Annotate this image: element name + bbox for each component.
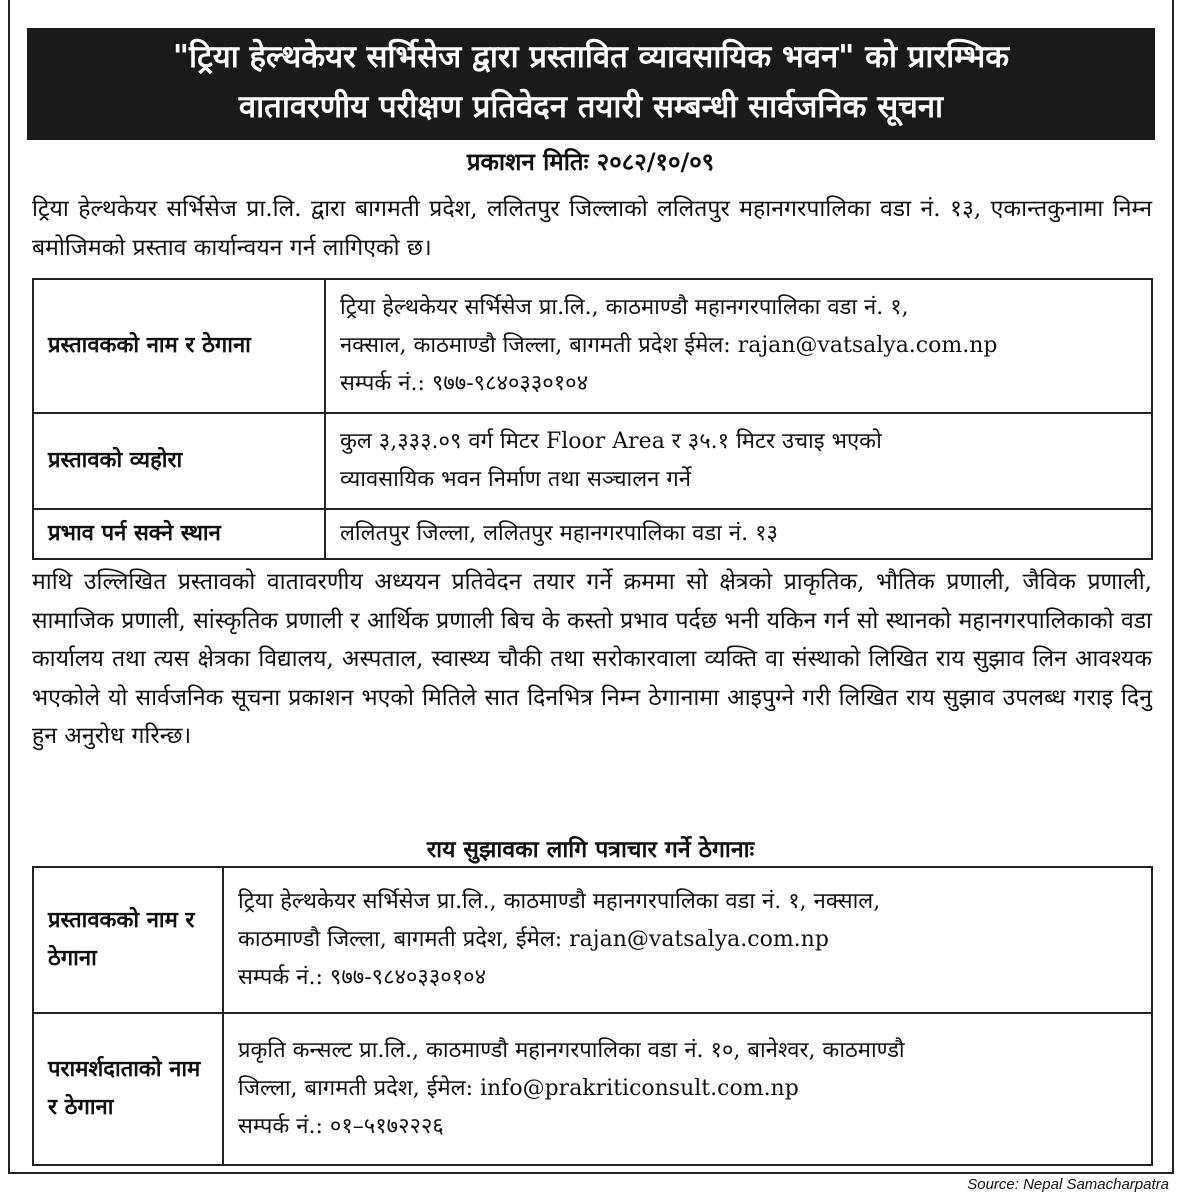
table-row [33,867,1152,1013]
table-row [33,413,1152,509]
row-label: प्रस्तावकको नाम र ठेगाना [33,867,223,1013]
row-label: प्रभाव पर्न सक्ने स्थान [33,509,325,559]
value-line: सम्पर्क नं.: ०१–५१७२२२६ [238,1114,444,1139]
value-line: प्रकृति कन्सल्ट प्रा.लि., काठमाण्डौ महानगरपालिका वडा नं. १०, बानेश्वर, काठमाण्डौ [238,1038,905,1063]
row-label: प्रस्तावको व्यहोरा [33,413,325,509]
contact-table [32,866,1153,1166]
proposal-table [32,278,1153,560]
value-line: काठमाण्डौ जिल्ला, बागमती प्रदेश, ईमेल: rajan@vatsalya.com.np [238,927,829,952]
publish-date: प्रकाशन मितिः २०८२/१०/०९ [466,148,715,176]
value-line: सम्पर्क नं.: ९७७-९८४०३३०१०४ [238,965,487,990]
notice-title [27,28,1155,140]
title-line-2: वातावरणीय परीक्षण प्रतिवेदन तयारी सम्बन्धी सार्वजनिक सूचना [238,89,944,125]
intro-paragraph: ट्रिया हेल्थकेयर सर्भिसेज प्रा.लि. द्वारा बागमती प्रदेश, ललितपुर जिल्लाको ललितपुर महानगरपालिका वडा नं. १३, एकान्तकुनामा निम्न बमोजिमको प्रस्ताव कार्यान्वयन गर्न लागिएको छ। [32,196,1152,261]
row-value [223,1013,1152,1165]
value-line: व्यावसायिक भवन निर्माण तथा सञ्चालन गर्ने [340,467,691,492]
value-line: ललितपुर जिल्ला, ललितपुर महानगरपालिका वडा नं. १३ [340,521,778,546]
source-credit: Source: Nepal Samacharpatra [967,1176,1169,1193]
table-row [33,1013,1152,1165]
title-line-1: "ट्रिया हेल्थकेयर सर्भिसेज द्वारा प्रस्तावित व्यावसायिक भवन" को प्रारम्भिक [172,39,1010,75]
row-value [325,279,1152,413]
row-label: प्रस्तावकको नाम र ठेगाना [33,279,325,413]
value-line: सम्पर्क नं.: ९७७-९८४०३३०१०४ [340,371,589,396]
row-value [325,413,1152,509]
table-row [33,279,1152,413]
value-line: ट्रिया हेल्थकेयर सर्भिसेज प्रा.लि., काठमाण्डौ महानगरपालिका वडा नं. १, नक्साल, [238,889,881,914]
value-line: कुल ३,३३३.०९ वर्ग मिटर Floor Area र ३५.१ मिटर उचाइ भएको [340,429,882,454]
body-paragraph: माथि उल्लिखित प्रस्तावको वातावरणीय अध्ययन प्रतिवेदन तयार गर्ने क्रममा सो क्षेत्रको प्राकृतिक, भौतिक प्रणाली, जैविक प्रणाली, सामाजिक प्रणाली, सांस्कृतिक प्रणाली र आर्थिक प्रणाली बिच के कस्तो प्रभाव पर्दछ भनी यकिन गर्न सो स्थानको महानगरपालिकाको वडा कार्यालय तथा त्यस क्षेत्रका विद्यालय, अस्पताल, स्वास्थ्य चौकी तथा सरोकारवाला व्यक्ति वा संस्थाको लिखित राय सुझाव लिन आवश्यक भएकोले यो सार्वजनिक सूचना प्रकाशन भएको मितिले सात दिनभित्र निम्न ठेगानामा आइपुग्ने गरी लिखित राय सुझाव उपलब्ध गराइ दिनु हुन अनुरोध गरिन्छ। [32,569,1152,749]
row-label: परामर्शदाताको नाम र ठेगाना [33,1013,223,1165]
value-line: जिल्ला, बागमती प्रदेश, ईमेल: info@prakriticonsult.com.np [238,1076,799,1101]
contact-heading: राय सुझावका लागि पत्राचार गर्ने ठेगानाः [426,837,755,863]
row-value [325,509,1152,559]
row-value [223,867,1152,1013]
table-row [33,509,1152,559]
value-line: ट्रिया हेल्थकेयर सर्भिसेज प्रा.लि., काठमाण्डौ महानगरपालिका वडा नं. १, [340,295,909,320]
value-line: नक्साल, काठमाण्डौ जिल्ला, बागमती प्रदेश ईमेल: rajan@vatsalya.com.np [340,333,998,358]
